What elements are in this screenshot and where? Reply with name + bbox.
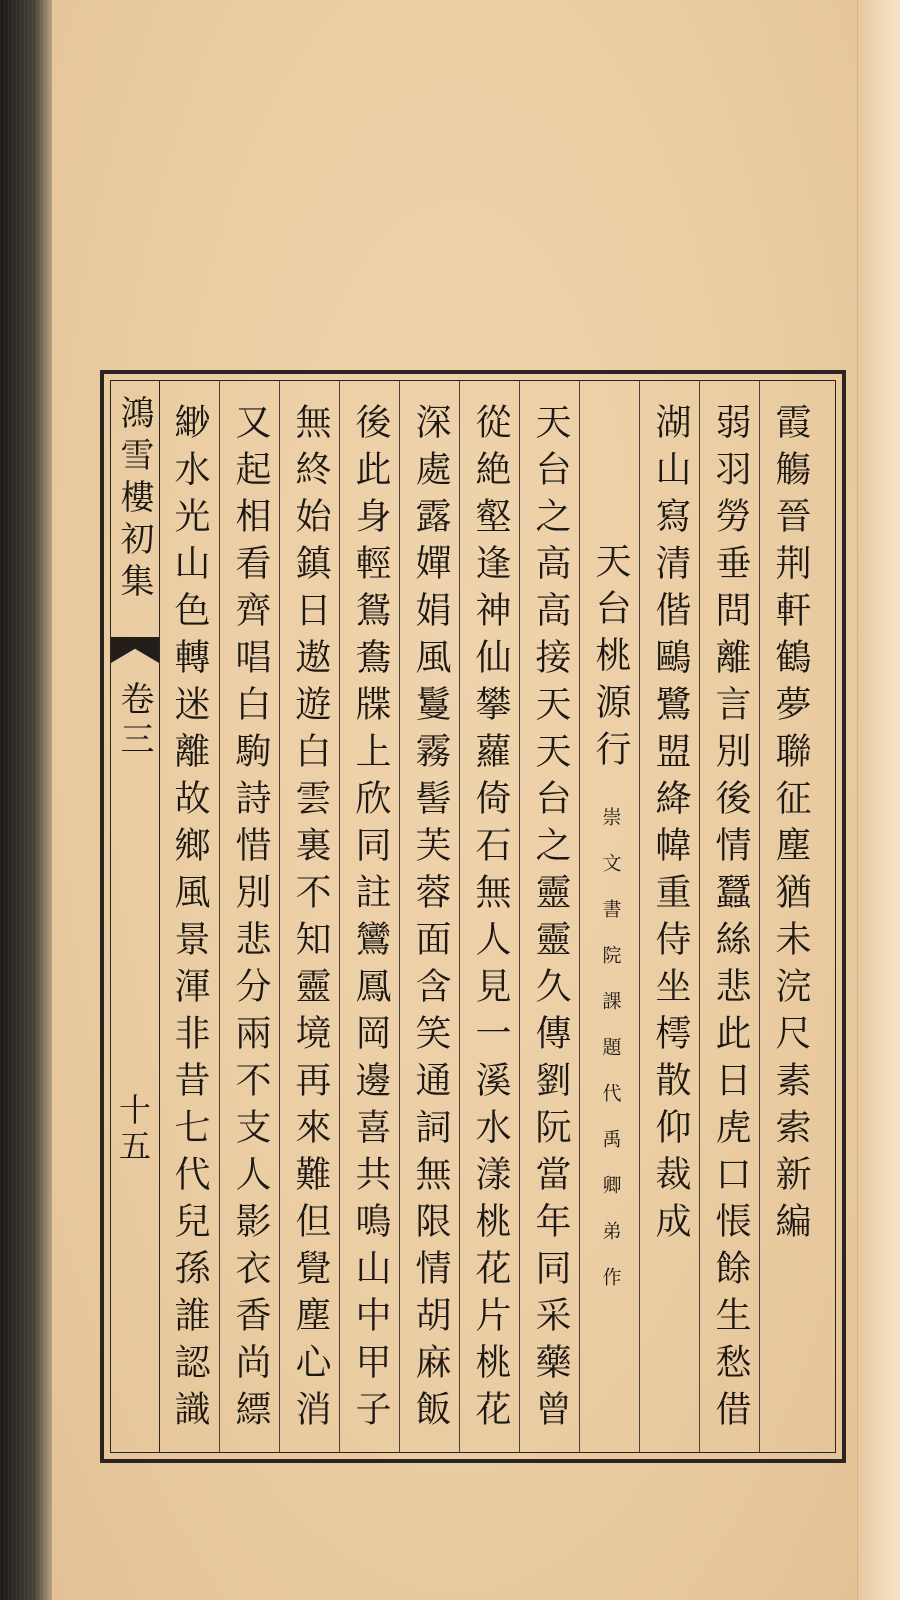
page-edge xyxy=(857,0,900,1600)
text-column-5 xyxy=(519,381,580,1452)
poem-subtitle: 崇文書院課題代禹卿弟作 xyxy=(599,807,622,1313)
page-paper xyxy=(52,0,860,1600)
book-title xyxy=(114,395,154,609)
column-text: 天台之高高接天天台之靈靈久傳劉阮當年同采藥曾 xyxy=(530,403,571,1437)
text-block xyxy=(110,380,836,1453)
volume-text: 卷三 xyxy=(114,681,154,761)
column-text: 深處露嬋娟風鬘霧髻芙蓉面含笑通詞無限情胡麻飯 xyxy=(410,403,451,1437)
margin-column xyxy=(111,381,160,1452)
page-number xyxy=(114,1093,152,1169)
text-column-6 xyxy=(459,381,520,1452)
poem-title: 天台桃源行 xyxy=(590,542,631,777)
column-text: 後此身輕鴛鴦牒上欣同註鸞鳳岡邊喜共鳴山中甲子 xyxy=(350,403,391,1437)
text-column-2 xyxy=(699,381,760,1452)
text-column-11 xyxy=(159,381,219,1452)
column-text: 湖山寫清偕鷗鷺盟絳幃重侍坐樗散仰裁成 xyxy=(650,403,691,1249)
text-column-8 xyxy=(339,381,400,1452)
book-binding xyxy=(0,0,56,1600)
column-text: 從絶壑逢神仙攀蘿倚石無人見一溪水漾桃花片桃花 xyxy=(470,403,511,1437)
text-column-9 xyxy=(279,381,340,1452)
page-number-text: 十五 xyxy=(114,1093,152,1165)
print-frame xyxy=(100,370,846,1463)
book-title-text: 鴻雪樓初集 xyxy=(114,395,154,605)
column-text: 又起相看齊唱白駒詩惜別悲分兩不支人影衣香尚縹 xyxy=(230,403,271,1437)
text-column-1 xyxy=(759,381,820,1452)
volume-label xyxy=(114,681,154,765)
text-column-10 xyxy=(219,381,280,1452)
column-text: 無終始鎮日遨遊白雲裏不知靈境再來難但覺塵心消 xyxy=(290,403,331,1437)
poem-title-column xyxy=(579,381,640,1452)
column-text: 霞觴晉荆軒鶴夢聯征塵猶未浣尺素索新編 xyxy=(770,403,811,1249)
text-column-7 xyxy=(399,381,460,1452)
column-text: 弱羽勞垂問離言別後情蠶絲悲此日虎口悵餘生愁借 xyxy=(710,403,751,1437)
text-column-3 xyxy=(639,381,700,1452)
column-text: 緲水光山色轉迷離故鄉風景渾非昔七代兒孫誰認識 xyxy=(169,403,210,1437)
fishtail-mark xyxy=(111,637,159,663)
